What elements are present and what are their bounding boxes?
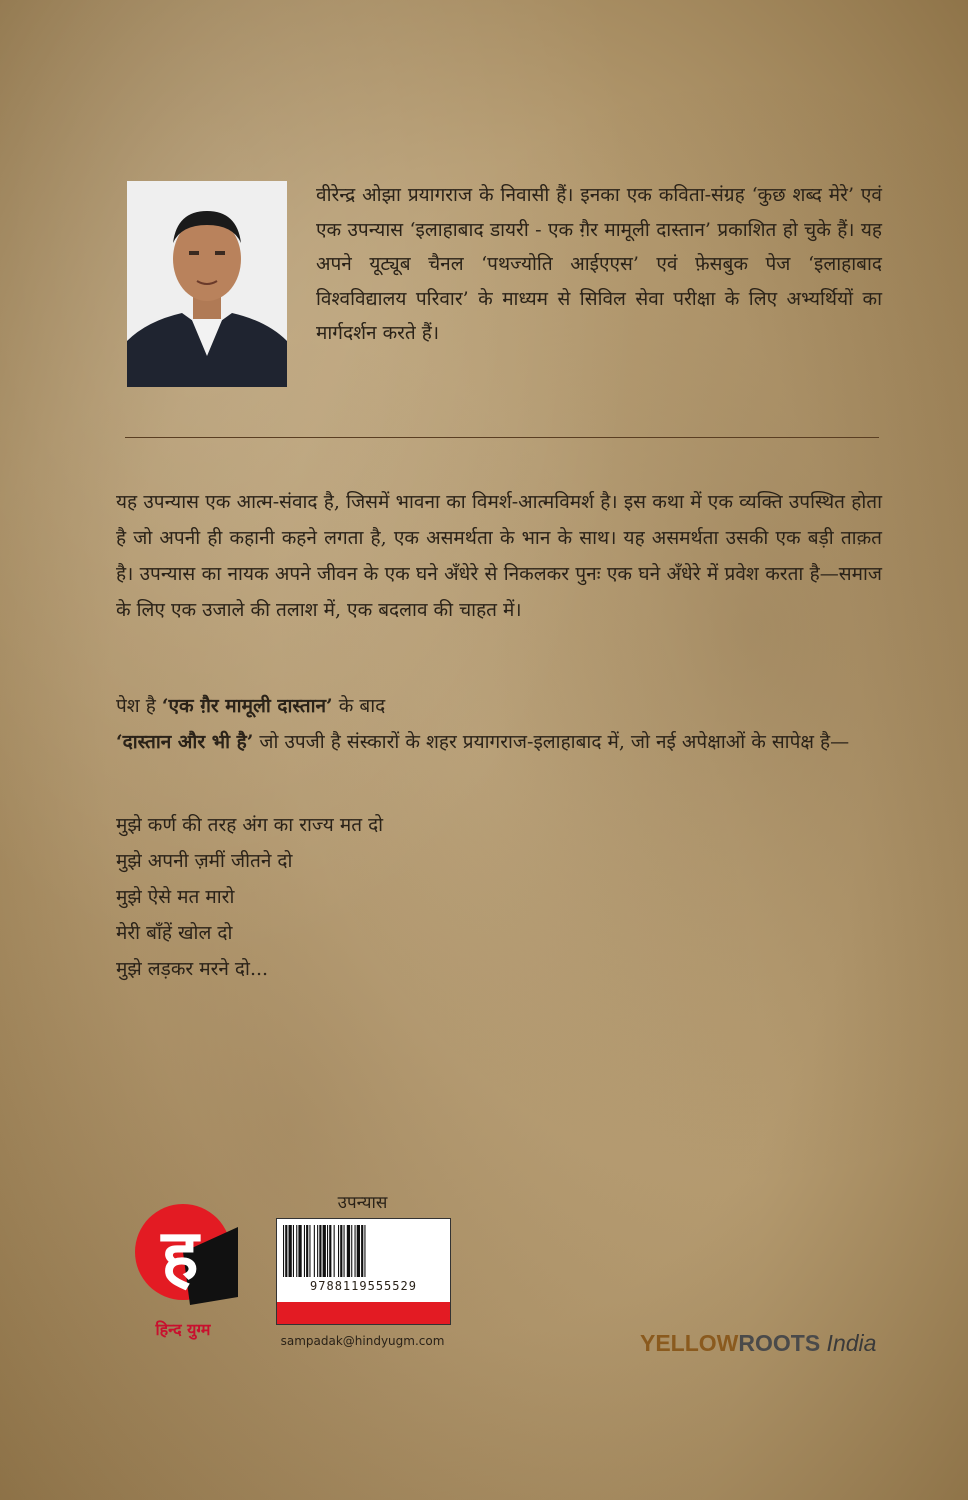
barcode-bar [351, 1225, 352, 1277]
barcode-bar [327, 1225, 328, 1277]
barcode-bar [317, 1225, 318, 1277]
poem-line: मुझे कर्ण की तरह अंग का राज्य मत दो [116, 814, 384, 836]
barcode-bar [364, 1225, 365, 1277]
isbn-number: 9788119555529 [310, 1279, 417, 1293]
intro-paragraph [116, 688, 882, 760]
previous-book-title: ‘एक ग़ैर मामूली दास्तान’ [161, 695, 333, 717]
barcode-bar [285, 1225, 287, 1277]
author-bio: वीरेन्द्र ओझा प्रयागराज के निवासी हैं। इनका एक कविता-संग्रह ‘कुछ शब्द मेरे’ एवं एक उपन्यास ‘इलाहाबाद डायरी - एक ग़ैर मामूली दास्तान’ प्रकाशित हो चुके हैं। यह अपने यूट्यूब चैनल ‘पथज्योति आईएएस’ एवं फ़ेसबुक पेज ‘इलाहाबाद विश्वविद्यालय परिवार’ के माध्यम से सिविल सेवा परीक्षा के लिए अभ्यर्थियों का मार्गदर्शन करते हैं। [316, 184, 882, 344]
intro-prefix: पेश है [116, 695, 162, 717]
barcode-bar [319, 1225, 321, 1277]
intro-middle: के बाद [332, 695, 386, 717]
barcode-bar [283, 1225, 284, 1277]
imprint-part-india: India [820, 1330, 877, 1356]
imprint-part-yellow: YELLOW [640, 1330, 739, 1356]
book-title: ‘दास्तान और भी है’ [116, 731, 254, 753]
barcode-red-strip [277, 1302, 450, 1324]
barcode-bar [323, 1225, 326, 1277]
barcode-bar [340, 1225, 342, 1277]
author-photo [127, 181, 287, 387]
barcode-bar [314, 1225, 315, 1277]
publisher-name: हिन्द युग्म [155, 1320, 211, 1339]
barcode-bar [296, 1225, 297, 1277]
genre-label: उपन्यास [337, 1193, 388, 1213]
imprint-part-roots: ROOTS [738, 1330, 821, 1356]
barcode-bars [277, 1219, 450, 1279]
barcode-bar [355, 1225, 356, 1277]
barcode-bar [306, 1225, 308, 1277]
barcode-bar [344, 1225, 345, 1277]
poem-line: मुझे ऐसे मत मारो [116, 886, 235, 908]
barcode-bar [334, 1225, 335, 1277]
barcode-bar [329, 1225, 331, 1277]
logo-letter: ह [161, 1214, 199, 1296]
barcode-bar [298, 1225, 301, 1277]
imprint-logo [640, 1330, 876, 1357]
barcode-bar [289, 1225, 292, 1277]
poem-line: मुझे लड़कर मरने दो... [116, 958, 269, 980]
barcode-bar [338, 1225, 339, 1277]
barcode-bar [293, 1225, 294, 1277]
section-divider [125, 437, 879, 438]
barcode-bar [309, 1225, 310, 1277]
barcode-bar [357, 1225, 360, 1277]
poem-line: मेरी बाँहें खोल दो [116, 922, 233, 944]
blurb-paragraph: यह उपन्यास एक आत्म-संवाद है, जिसमें भावना का विमर्श-आत्मविमर्श है। इस कथा में एक व्यक्ति उपस्थित होता है जो अपनी ही कहानी कहने लगता है, एक असमर्थता के भान के साथ। यह असमर्थता उसकी एक बड़ी ताक़त है। उपन्यास का नायक अपने जीवन के एक घने अँधेरे से निकलकर पुनः एक घने अँधेरे में प्रवेश करता है—समाज के लिए एक उजाले की तलाश में, एक बदलाव की चाहत में। [116, 491, 882, 621]
poem [116, 807, 383, 987]
intro-suffix: जो उपजी है संस्कारों के शहर प्रयागराज-इलाहाबाद में, जो नई अपेक्षाओं के सापेक्ष है— [253, 731, 850, 753]
barcode-bar [304, 1225, 305, 1277]
isbn-barcode [276, 1218, 451, 1325]
barcode-bar [361, 1225, 363, 1277]
barcode-bar [347, 1225, 350, 1277]
poem-line: मुझे अपनी ज़मीं जीतने दो [116, 850, 293, 872]
publisher-email: sampadak@hindyugm.com [280, 1334, 445, 1348]
